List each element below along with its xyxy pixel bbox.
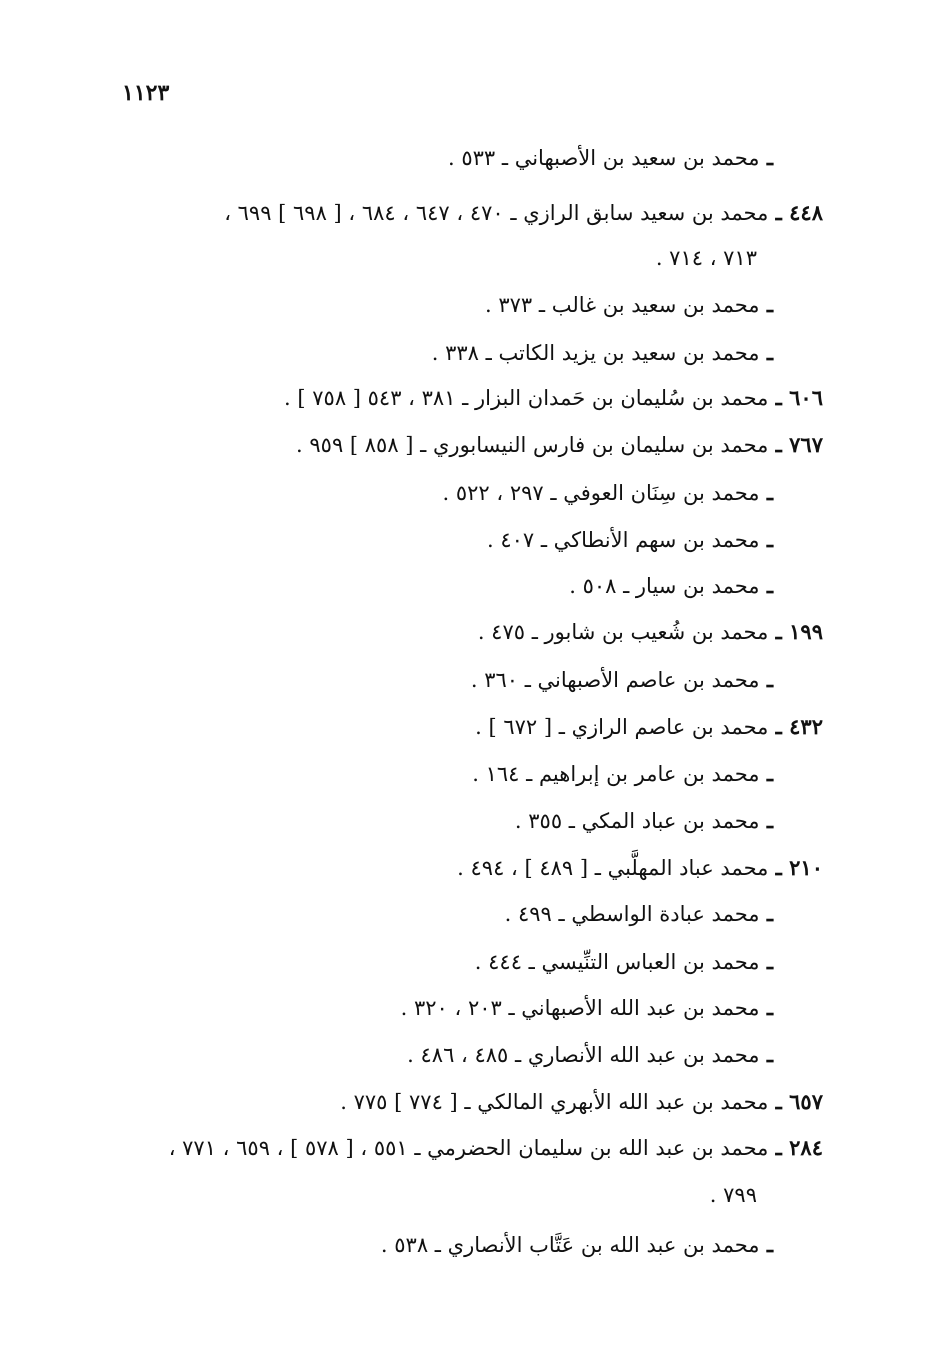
- entry-continuation: ٧١٣ ، ٧١٤ .: [655, 246, 757, 270]
- entry-text: محمد بن سعيد بن الأصبهاني ـ ٥٣٣ .: [448, 146, 760, 170]
- entry-text: محمد بن سعيد سابق الرازي ـ ٤٧٠ ، ٦٤٧ ، ٦٨٤ ، [ ٦٩٨ ] ٦٩٩ ،: [224, 201, 769, 225]
- index-entry: [475, 947, 773, 977]
- entry-dash: ـ: [759, 1232, 773, 1257]
- index-entry: [569, 571, 773, 601]
- entry-text: محمد بن شُعيب بن شابور ـ ٤٧٥ .: [477, 620, 769, 644]
- entry-dash: ـ: [768, 432, 790, 457]
- entry-dash: ـ: [768, 385, 790, 410]
- entry-dash: ـ: [768, 855, 790, 880]
- entry-dash: ـ: [759, 145, 773, 170]
- index-entry: [296, 430, 823, 460]
- index-entry: [340, 1087, 823, 1117]
- index-entry: [505, 899, 773, 929]
- page-number: ١١٢٣: [122, 80, 170, 106]
- entry-number: ٤٣٢: [789, 714, 823, 739]
- entry-text: محمد عباد المهلَّبي ـ [ ٤٨٩ ] ، ٤٩٤ .: [457, 856, 769, 880]
- entry-text: محمد بن عاصم الرازي ـ [ ٦٧٢ ] .: [475, 715, 769, 739]
- entry-text: محمد بن سُليمان بن حَمدان البزار ـ ٣٨١ ، ٥٤٣ [ ٧٥٨ ] .: [284, 386, 769, 410]
- entry-number: ١٩٩: [789, 619, 823, 644]
- entry-text: محمد بن سعيد بن يزيد الكاتب ـ ٣٣٨ .: [431, 341, 760, 365]
- entry-text: محمد عبادة الواسطي ـ ٤٩٩ .: [504, 902, 760, 926]
- entry-text: محمد بن عبد الله بن سليمان الحضرمي ـ ٥٥١ ، [ ٥٧٨ ] ، ٦٥٩ ، ٧٧١ ،: [168, 1136, 769, 1160]
- entry-text: محمد بن سيار ـ ٥٠٨ .: [569, 574, 760, 598]
- entry-dash: ـ: [768, 1089, 790, 1114]
- entry-text: محمد بن العباس التنِّيسي ـ ٤٤٤ .: [474, 950, 760, 974]
- entry-dash: ـ: [759, 292, 773, 317]
- index-entry: [485, 290, 773, 320]
- entry-dash: ـ: [759, 480, 773, 505]
- index-entry: [478, 617, 823, 647]
- entry-dash: ـ: [759, 1042, 773, 1067]
- index-entry: [515, 806, 773, 836]
- entry-text: محمد بن سليمان بن فارس النيسابوري ـ [ ٨٥٨ ] ٩٥٩ .: [296, 433, 769, 457]
- index-entry: [487, 525, 773, 555]
- entry-number: ٢١٠: [789, 855, 823, 880]
- entry-dash: ـ: [768, 1135, 790, 1160]
- index-entry: [472, 759, 773, 789]
- index-entry: [432, 338, 773, 368]
- entry-dash: ـ: [768, 200, 790, 225]
- entry-text: محمد بن عاصم الأصبهاني ـ ٣٦٠ .: [470, 668, 760, 692]
- entry-dash: ـ: [759, 995, 773, 1020]
- entry-dash: ـ: [768, 619, 790, 644]
- index-entry: [381, 1230, 773, 1260]
- entry-text: محمد بن عبد الله الأصبهاني ـ ٢٠٣ ، ٣٢٠ .: [400, 996, 760, 1020]
- index-entry: [471, 665, 773, 695]
- entry-dash: ـ: [759, 573, 773, 598]
- entry-text: محمد بن عبد الله الأبهري المالكي ـ [ ٧٧٤ ] ٧٧٥ .: [340, 1090, 769, 1114]
- entry-dash: ـ: [759, 667, 773, 692]
- entry-dash: ـ: [759, 761, 773, 786]
- index-entry: [475, 712, 823, 742]
- entry-text: محمد بن سهم الأنطاكي ـ ٤٠٧ .: [486, 528, 760, 552]
- entry-number: ٦٠٦: [789, 385, 823, 410]
- entry-text: محمد بن عباد المكي ـ ٣٥٥ .: [514, 809, 760, 833]
- entry-text: محمد بن سِنَان العوفي ـ ٢٩٧ ، ٥٢٢ .: [442, 481, 760, 505]
- index-entry: [224, 198, 823, 228]
- entry-dash: ـ: [759, 340, 773, 365]
- entry-dash: ـ: [759, 527, 773, 552]
- entry-text: محمد بن سعيد بن غالب ـ ٣٧٣ .: [485, 293, 760, 317]
- index-entry: [407, 1040, 773, 1070]
- entry-text: محمد بن عبد الله الأنصاري ـ ٤٨٥ ، ٤٨٦ .: [407, 1043, 760, 1067]
- entry-dash: ـ: [759, 901, 773, 926]
- entry-number: ٦٥٧: [789, 1089, 823, 1114]
- entry-dash: ـ: [768, 714, 790, 739]
- entry-dash: ـ: [759, 808, 773, 833]
- entry-text: محمد بن عبد الله بن عَتَّاب الأنصاري ـ ٥٣٨ .: [380, 1233, 760, 1257]
- entry-text: محمد بن عامر بن إبراهيم ـ ١٦٤ .: [472, 762, 760, 786]
- index-entry: [169, 1133, 823, 1163]
- entry-number: ٤٤٨: [789, 200, 823, 225]
- index-entry: [457, 853, 823, 883]
- entry-dash: ـ: [759, 949, 773, 974]
- index-entry: [443, 478, 774, 508]
- index-entry: [448, 143, 773, 173]
- entry-continuation: ٧٩٩ .: [709, 1183, 757, 1207]
- entry-number: ٧٦٧: [789, 432, 823, 457]
- entry-number: ٢٨٤: [789, 1135, 823, 1160]
- index-entry: [284, 383, 823, 413]
- index-entry: [401, 993, 773, 1023]
